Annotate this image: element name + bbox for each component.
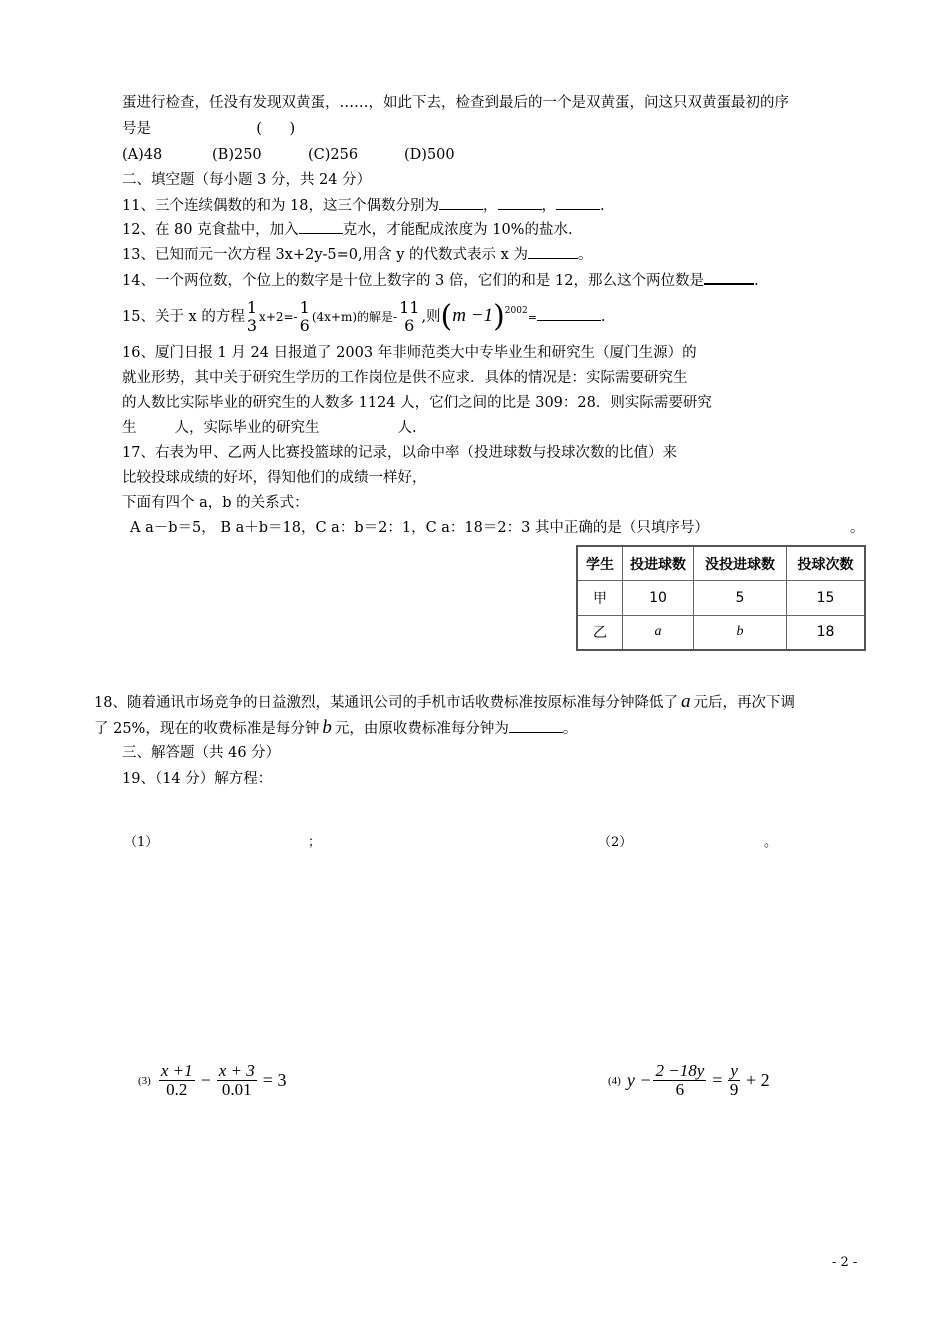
q18-text-3: 了 25%，现在的收费标准是每分钟: [94, 721, 320, 737]
eq3-fraction-2: $\frac{x + 3}{0.01}$: [218, 1061, 255, 1099]
q14: [122, 269, 759, 291]
equation-4: [608, 1062, 770, 1099]
q15-paren-close: ): [493, 299, 505, 334]
q13-end: 。: [577, 247, 593, 263]
table-header: 投球次数: [787, 546, 866, 581]
q15-equals: =: [527, 311, 537, 324]
eq3-fraction-1: $\frac{x +1}{0.2}$: [160, 1061, 193, 1099]
q10-prefix: 号是: [122, 121, 151, 137]
sub-problem-1: （1）: [124, 835, 159, 850]
table-cell: 18: [787, 615, 866, 650]
eq4-fraction-2: $\frac{y}{9}$: [729, 1061, 739, 1099]
score-table: [576, 545, 866, 651]
q16-l4b: 人，实际毕业的研究生: [174, 420, 320, 436]
q17-line3: 下面有四个 a，b 的关系式：: [122, 495, 309, 511]
equation-3: [138, 1062, 286, 1099]
eq4-equals: =: [712, 1070, 723, 1090]
var-b: b: [322, 717, 332, 738]
q17-line2: 比较投球成绩的好坏，得知他们的成绩一样好，: [122, 470, 427, 486]
q15: [122, 292, 606, 335]
q16-line3: 的人数比实际毕业的研究生的人数多 1124 人，它们之间的比是 309：28．则实际需要研究: [122, 395, 712, 411]
section2-heading: 二、填空题（每小题 3 分，共 24 分）: [122, 172, 372, 188]
q18-text-4: 元，由原收费标准每分钟为: [334, 721, 509, 737]
table-cell: 甲: [577, 581, 623, 615]
q12-suffix: 克水，才能配成浓度为 10%的盐水.: [342, 222, 573, 238]
table-row: [577, 581, 865, 615]
table-cell: 5: [694, 581, 787, 615]
q10-answer-paren: ( ): [256, 121, 296, 137]
fraction-one-third: 1 3: [246, 298, 258, 335]
equation-4-label: (4): [608, 1074, 621, 1087]
option-c: (C)256: [308, 147, 359, 163]
q17-line4: A a－b＝5， B a＋b＝18，C a：b＝2：1，C a：18＝2：3 其中正确的是（只填序号）: [130, 520, 709, 536]
q15-blank[interactable]: [537, 306, 601, 321]
q12-text: 12、在 80 克食盐中，加入: [122, 222, 299, 238]
q13: [122, 244, 592, 265]
q14-blank[interactable]: [704, 269, 754, 285]
q16-l4c: 人.: [397, 420, 417, 436]
eq3-rhs: = 3: [262, 1070, 287, 1090]
table-cell: 乙: [577, 615, 623, 650]
q17-line4-end: 。: [850, 520, 865, 536]
fraction-eleven-sixths: 11 6: [399, 298, 420, 335]
section3-heading: 三、解答题（共 46 分）: [122, 745, 281, 761]
table-header: 投进球数: [623, 546, 694, 581]
sub-problem-2-end: 。: [764, 835, 778, 850]
q11-text: 11、三个连续偶数的和为 18，这三个偶数分别为: [122, 198, 440, 214]
q11-blank-2[interactable]: [498, 195, 542, 210]
q16-line1: 16、厦门日报 1 月 24 日报道了 2003 年非师范类大中专毕业生和研究生（厦门生源）的: [122, 345, 697, 361]
eq3-minus: −: [200, 1070, 211, 1090]
option-d: (D)500: [404, 147, 455, 163]
q11-sep2: ，: [541, 198, 557, 214]
table-header: 学生: [577, 546, 623, 581]
q11-sep1: ，: [483, 198, 498, 214]
option-a: (A)48: [122, 147, 163, 163]
q15-paren-open: (: [440, 299, 453, 334]
q18-end: 。: [562, 721, 578, 737]
var-a: a: [680, 691, 691, 712]
q18-text-2: 元后，再次下调: [693, 695, 795, 711]
q18-line2: [94, 718, 577, 739]
q19-heading: 19、（14 分）解方程：: [122, 771, 273, 787]
table-row: [577, 615, 865, 650]
q12-blank[interactable]: [299, 219, 343, 234]
q18-text-1: 18、随着通讯市场竞争的日益激烈，某通讯公司的手机市话收费标准按原标准每分钟降低了: [94, 695, 678, 711]
q16-line2: 就业形势，其中关于研究生学历的工作岗位是供不应求．具体的情况是：实际需要研究生: [122, 370, 688, 386]
eq4-fraction-1: $\frac{2 -18y}{6}$: [655, 1061, 705, 1099]
q15-exponent: 2002: [504, 306, 528, 316]
q12: [122, 219, 573, 240]
q14-end: .: [753, 273, 759, 289]
q15-mid2: (4x+m)的解是-: [311, 310, 398, 324]
sub-problem-1-end: ；: [308, 835, 322, 850]
table-header: 没投进球数: [694, 546, 787, 581]
option-b: (B)250: [212, 147, 262, 163]
q15-end: .: [600, 309, 606, 325]
fraction-one-sixth: 1 6: [299, 298, 310, 335]
q15-text: 15、关于 x 的方程: [122, 309, 245, 325]
q18-line1: [94, 692, 795, 713]
q11-end: .: [600, 198, 605, 214]
table-cell: a: [623, 615, 694, 650]
q15-expr: m −1: [452, 305, 494, 326]
table-cell: b: [694, 615, 787, 650]
equation-3-label: (3): [138, 1074, 151, 1087]
sub-problem-2: （2）: [598, 835, 633, 850]
q15-mid3: ,则: [421, 309, 441, 325]
q11-blank-3[interactable]: [556, 195, 600, 210]
table-header-row: [577, 546, 865, 581]
q10-line2: [122, 119, 295, 139]
q17-line1: 17、右表为甲、乙两人比赛投篮球的记录，以命中率（投进球数与投球次数的比值）来: [122, 445, 677, 461]
q11: [122, 195, 605, 216]
q10-options: [122, 145, 455, 165]
page-number: - 2 -: [832, 1255, 858, 1270]
q11-blank-1[interactable]: [439, 195, 483, 210]
table-cell: 10: [623, 581, 694, 615]
q16-line4: [122, 418, 417, 438]
eq4-lhs-y: y −: [626, 1070, 652, 1090]
q14-text: 14、一个两位数，个位上的数字是十位上数字的 3 倍，它们的和是 12，那么这个两位数是: [122, 273, 704, 289]
q10-line1: 蛋进行检查，任没有发现双黄蛋，……，如此下去，检查到最后的一个是双黄蛋，问这只双黄蛋最初的序: [122, 95, 789, 111]
q13-text: 13、已知而元一次方程 3x+2y-5=0,用含 y 的代数式表示 x 为: [122, 247, 528, 263]
eq4-rhs: + 2: [745, 1070, 770, 1090]
q16-l4a: 生: [122, 420, 137, 436]
q18-blank[interactable]: [509, 718, 563, 733]
q13-blank[interactable]: [528, 244, 578, 259]
table-cell: 15: [787, 581, 866, 615]
q15-mid1: x+2=-: [259, 310, 298, 324]
